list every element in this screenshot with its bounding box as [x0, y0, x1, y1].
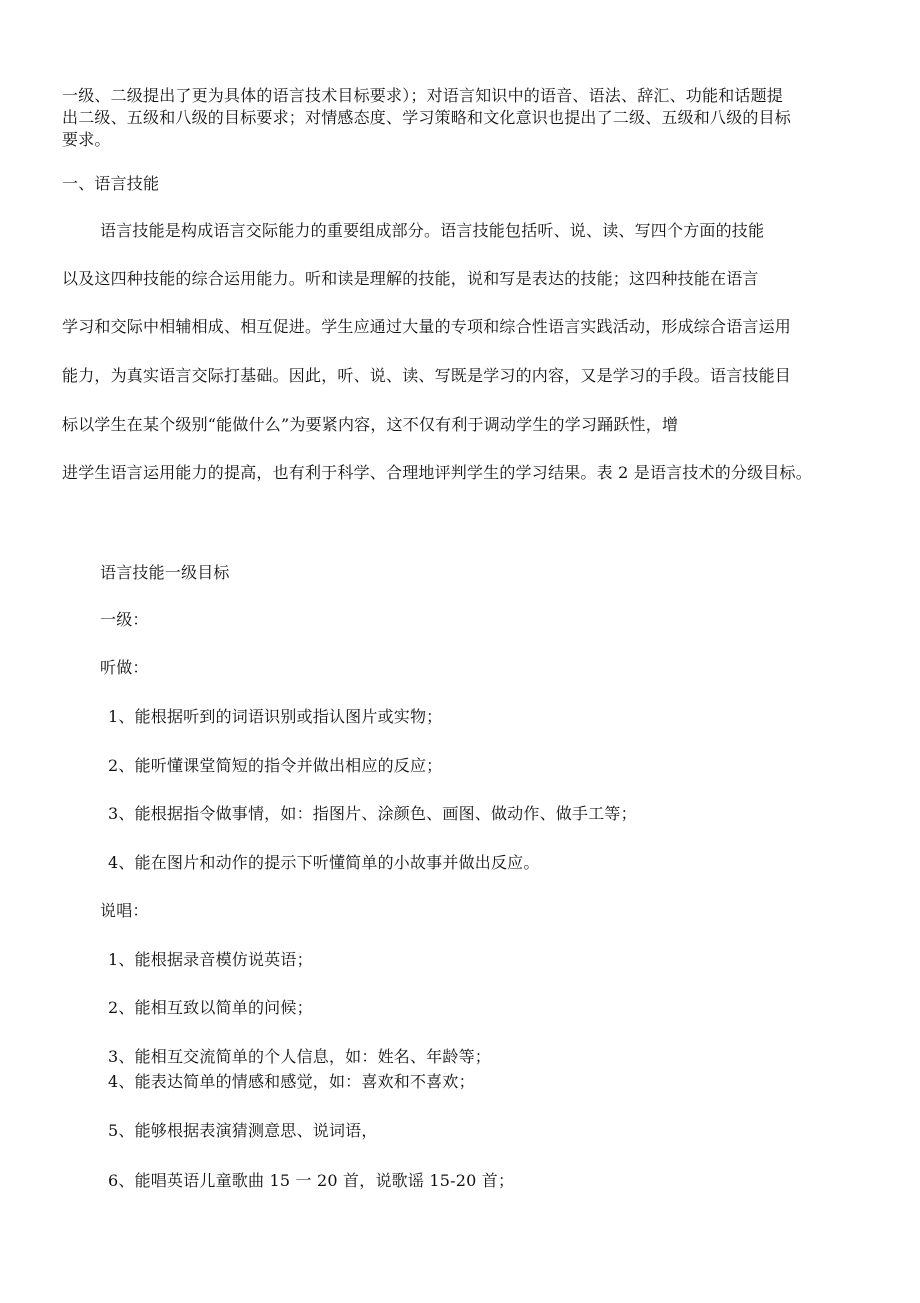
- listen-do-heading: 听做：: [100, 658, 149, 677]
- paragraph-line-6: 进学生语言运用能力的提高，也有利于科学、合理地评判学生的学习结果。表 2 是语言技术的分级目标。: [62, 463, 812, 482]
- paragraph-line-1: 语言技能是构成语言交际能力的重要组成部分。语言技能包括听、说、读、写四个方面的技能: [100, 221, 765, 240]
- listen-do-item-3: 3、能根据指令做事情，如：指图片、涂颜色、画图、做动作、做手工等；: [108, 804, 637, 823]
- listen-do-item-2: 2、能听懂课堂简短的指令并做出相应的反应；: [108, 756, 443, 775]
- paragraph-line-4: 能力，为真实语言交际打基础。因此，听、说、读、写既是学习的内容，又是学习的手段。语言技能目: [62, 366, 792, 385]
- intro-line-2: 出二级、五级和八级的目标要求；对情感态度、学习策略和文化意识也提出了二级、五级和八级的目标: [62, 108, 792, 127]
- goals-title: 语言技能一级目标: [100, 563, 230, 582]
- speak-sing-item-2: 2、能相互致以简单的问候；: [108, 998, 313, 1017]
- speak-sing-item-1: 1、能根据录音模仿说英语；: [108, 950, 313, 969]
- speak-sing-heading: 说唱：: [100, 901, 149, 920]
- speak-sing-item-4: 4、能表达简单的情感和感觉，如：喜欢和不喜欢；: [108, 1072, 475, 1091]
- intro-line-3: 要求。: [62, 130, 111, 149]
- paragraph-line-2: 以及这四种技能的综合运用能力。听和读是理解的技能，说和写是表达的技能；这四种技能在语言: [62, 269, 759, 288]
- speak-sing-item-6: 6、能唱英语儿童歌曲 15 一 20 首，说歌谣 15-20 首；: [108, 1171, 515, 1190]
- paragraph-line-3: 学习和交际中相辅相成、相互促进。学生应通过大量的专项和综合性语言实践活动，形成综合语言运用: [62, 317, 792, 336]
- section-heading: 一、语言技能: [62, 174, 160, 193]
- speak-sing-item-5: 5、能够根据表演猜测意思、说词语，: [108, 1121, 378, 1140]
- listen-do-item-4: 4、能在图片和动作的提示下听懂简单的小故事并做出反应。: [108, 853, 540, 872]
- goals-level: 一级：: [100, 610, 149, 629]
- intro-line-1: 一级、二级提出了更为具体的语言技术目标要求）；对语言知识中的语音、语法、辞汇、功能和话题提: [62, 86, 784, 105]
- listen-do-item-1: 1、能根据听到的词语识别或指认图片或实物；: [108, 707, 443, 726]
- speak-sing-item-3: 3、能相互交流简单的个人信息，如：姓名、年龄等；: [108, 1047, 491, 1066]
- paragraph-line-5: 标以学生在某个级别“能做什么”为要紧内容，这不仅有利于调动学生的学习踊跃性，增: [62, 415, 679, 434]
